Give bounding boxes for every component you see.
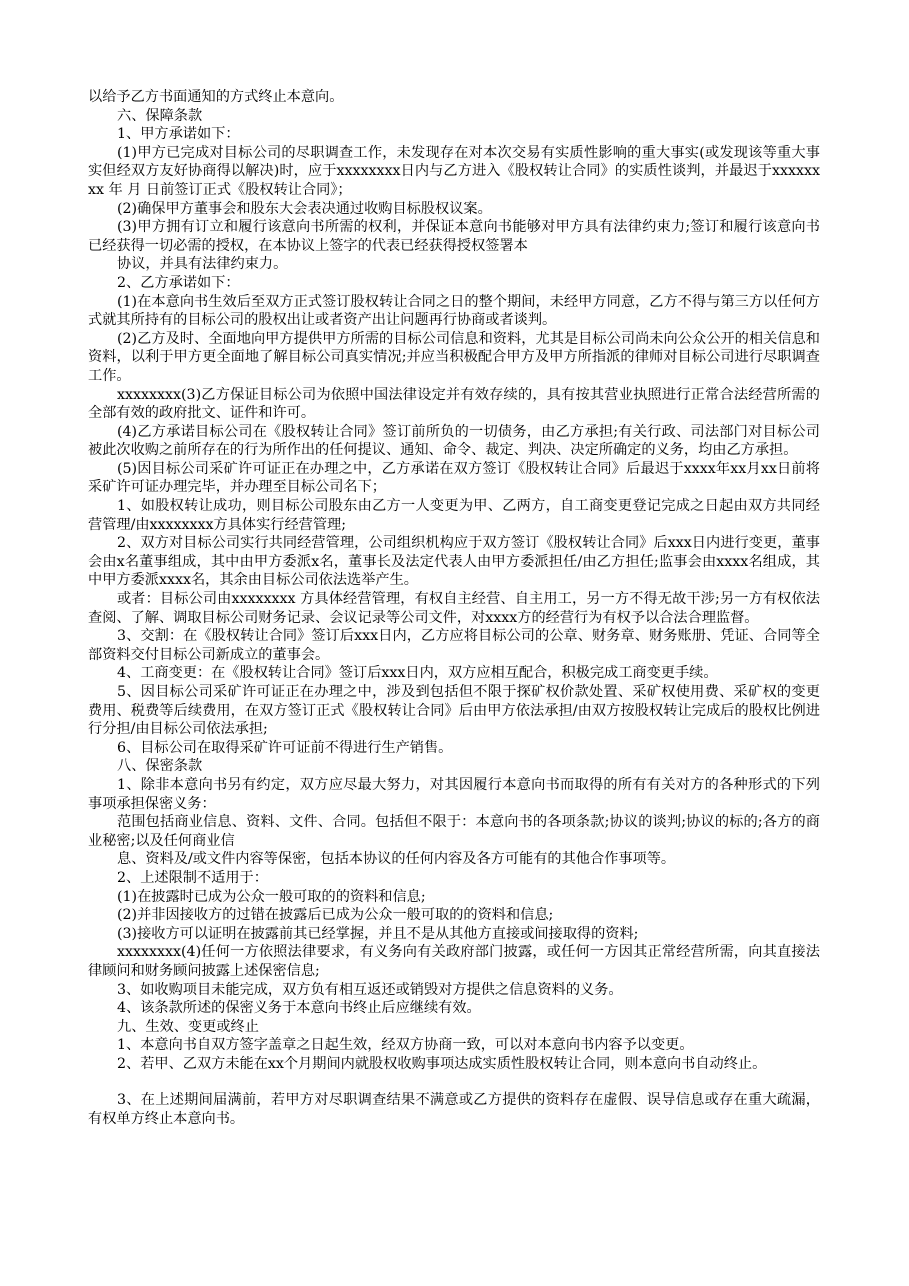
document-paragraph: (4)乙方承诺目标公司在《股权转让合同》签订前所负的一切债务，由乙方承担;有关行政、司法部门对目标公司被此次收购之前所存在的行为所作出的任何提议、通知、命令、裁定、判决、决定所确定的义务，均由乙方承担。 <box>88 423 820 459</box>
paragraph-spacer <box>88 1073 820 1091</box>
document-paragraph: 3、在上述期间届满前，若甲方对尽职调查结果不满意或乙方提供的资料存在虚假、误导信息或存在重大疏漏，有权单方终止本意向书。 <box>88 1092 820 1128</box>
document-paragraph: 协议，并具有法律约束力。 <box>117 256 288 273</box>
document-paragraph: 3、如收购项目未能完成，双方负有相互返还或销毁对方提供之信息资料的义务。 <box>117 981 623 998</box>
document-paragraph: xxxxxxxx(4)任何一方依照法律要求，有义务向有关政府部门披露，或任何一方因其正常经营所需，向其直接法律顾问和财务顾问披露上述保密信息; <box>88 944 820 979</box>
document-paragraph: xxxxxxxx(3)乙方保证目标公司为依照中国法律设定并有效存续的，具有按其营业执照进行正常合法经营所需的全部有效的政府批文、证件和许可。 <box>88 386 820 422</box>
document-paragraph: 1、甲方承诺如下： <box>117 126 240 143</box>
document-paragraph: 1、本意向书自双方签字盖章之日起生效，经双方协商一致，可以对本意向书内容予以变更。 <box>117 1037 694 1054</box>
document-paragraph: 或者：目标公司由xxxxxxxx 方具体经营管理，有权自主经营、自主用工，另一方不得无故干涉;另一方有权依法查阅、了解、调取目标公司财务记录、会议记录等公司文件，对xxxx方的经营行为有权予以合法合理监督。 <box>88 591 820 626</box>
document-paragraph: 1、除非本意向书另有约定，双方应尽最大努力，对其因履行本意向书而取得的所有有关对方的各种形式的下列事项承担保密义务： <box>88 776 820 812</box>
document-paragraph: 范围包括商业信息、资料、文件、合同。包括但不限于：本意向书的各项条款;协议的谈判;协议的标的;各方的商业秘密;以及任何商业信 <box>88 814 820 849</box>
document-paragraph: 八、保密条款 <box>117 758 203 775</box>
document-paragraph: 六、保障条款 <box>117 107 203 124</box>
document-paragraph: 6、目标公司在取得采矿许可证前不得进行生产销售。 <box>117 739 453 756</box>
document-paragraph: (2)乙方及时、全面地向甲方提供甲方所需的目标公司信息和资料，尤其是目标公司尚未向公众公开的相关信息和资料，以利于甲方更全面地了解目标公司真实情况;并应当积极配合甲方及甲方所指派的律师对目标公司进行尽职调查工作。 <box>88 330 820 384</box>
document-paragraph: (3)甲方拥有订立和履行该意向书所需的权利，并保证本意向书能够对甲方具有法律约束力;签订和履行该意向书已经获得一切必需的授权，在本协议上签字的代表已经获得授权签署本 <box>88 219 820 254</box>
document-paragraph: (1)在本意向书生效后至双方正式签订股权转让合同之日的整个期间，未经甲方同意，乙方不得与第三方以任何方式就其所持有的目标公司的股权出让或者资产出让问题再行协商或者谈判。 <box>88 293 820 329</box>
document-paragraph: 3、交割：在《股权转让合同》签订后xxx日内，乙方应将目标公司的公章、财务章、财务账册、凭证、合同等全部资料交付目标公司新成立的董事会。 <box>88 628 820 663</box>
document-paragraph: (1)甲方已完成对目标公司的尽职调查工作，未发现存在对本次交易有实质性影响的重大事实(或发现该等重大事实但经双方友好协商得以解决)时，应于xxxxxxxx日内与乙方进入《股权转让合同》的实质性谈判，并最迟于xxxxxxxx 年 月 日前签订正式《股权转让合同》； <box>88 144 820 198</box>
document-paragraph: (2)并非因接收方的过错在披露后已成为公众一般可取的的资料和信息; <box>117 907 554 924</box>
document-paragraph: 4、该条款所述的保密义务于本意向书终止后应继续有效。 <box>117 1000 481 1017</box>
document-paragraph: (1)在披露时已成为公众一般可取的的资料和信息; <box>117 888 426 905</box>
document-paragraph: 4、工商变更：在《股权转让合同》签订后xxx日内，双方应相互配合，积极完成工商变更手续。 <box>117 665 718 682</box>
document-paragraph: (5)因目标公司采矿许可证正在办理之中，乙方承诺在双方签订《股权转让合同》后最迟于xxxx年xx月xx日前将采矿许可证办理完毕，并办理至目标公司名下； <box>88 460 820 496</box>
document-paragraph: 2、双方对目标公司实行共同经营管理，公司组织机构应于双方签订《股权转让合同》后xxx日内进行变更，董事会由x名董事组成，其中由甲方委派x名，董事长及法定代表人由甲方委派担任/由乙方担任;监事会由xxxx名组成，其中甲方委派xxxx名，其余由目标公司依法选举产生。 <box>88 535 820 589</box>
document-paragraph: 以给予乙方书面通知的方式终止本意向。 <box>88 89 344 105</box>
document-body <box>88 88 820 1129</box>
document-paragraph: 息、资料及/或文件内容等保密，包括本协议的任何内容及各方可能有的其他合作事项等。 <box>117 851 676 868</box>
document-paragraph: 2、乙方承诺如下： <box>117 274 240 291</box>
document-paragraph: (2)确保甲方董事会和股东大会表决通过收购目标股权议案。 <box>117 200 492 217</box>
document-paragraph: 2、上述限制不适用于： <box>117 869 268 886</box>
document-paragraph: 5、因目标公司采矿许可证正在办理之中，涉及到包括但不限于探矿权价款处置、采矿权使用费、采矿权的变更费用、税费等后续费用，在双方签订正式《股权转让合同》后由甲方依法承担/由双方按股权转让完成后的股权比例进行分担/由目标公司依法承担; <box>88 684 820 738</box>
document-paragraph: 九、生效、变更或终止 <box>117 1018 259 1035</box>
document-paragraph: 1、如股权转让成功，则目标公司股东由乙方一人变更为甲、乙两方，自工商变更登记完成之日起由双方共同经营管理/由xxxxxxxx方具体实行经营管理; <box>88 498 820 533</box>
document-paragraph: 2、若甲、乙双方未能在xx个月期间内就股权收购事项达成实质性股权转让合同，则本意向书自动终止。 <box>117 1055 767 1072</box>
document-paragraph: (3)接收方可以证明在披露前其已经掌握，并且不是从其他方直接或间接取得的资料; <box>117 925 639 942</box>
